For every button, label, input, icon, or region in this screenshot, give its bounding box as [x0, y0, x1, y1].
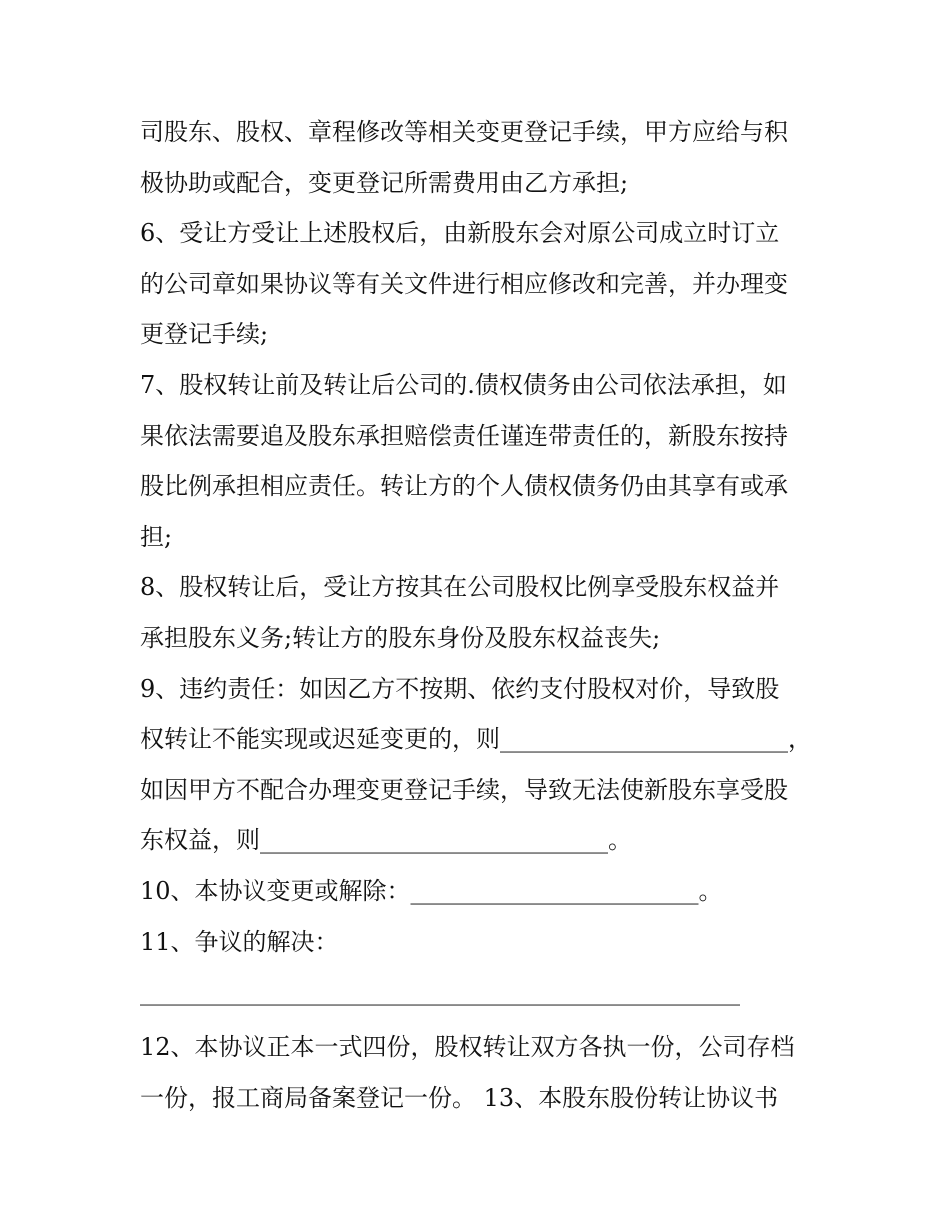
text-line: 承担股东义务;转让方的股东身份及股东权益丧失;: [140, 623, 661, 652]
text-line: 担;: [140, 522, 173, 551]
text-line: 如因甲方不配合办理变更登记手续，导致无法使新股东享受股: [140, 775, 788, 804]
clause-12-line: 12、本协议正本一式四份，股权转让双方各执一份，公司存档: [140, 1033, 795, 1062]
clause-9-line: 9、违约责任：如因乙方不按期、依约支付股权对价，导致股: [140, 674, 780, 703]
text-line: 股比例承担相应责任。转让方的个人债权债务仍由其享有或承: [140, 472, 788, 501]
clause-7-line: 7、股权转让前及转让后公司的.债权债务由公司依法承担，如: [140, 370, 787, 399]
clause-11-line: 11、争议的解决：: [140, 927, 339, 956]
agreement-body: [140, 107, 840, 1123]
text-line: 更登记手续;: [140, 320, 269, 349]
fill-in-blank-line: __________________________________________________: [140, 978, 740, 1007]
text-line: 司股东、股权、章程修改等相关变更登记手续，甲方应给与积: [140, 118, 788, 146]
clause-10-line: 10、本协议变更或解除：________________________。: [140, 876, 723, 905]
text-line: 极协助或配合，变更登记所需费用由乙方承担;: [140, 168, 629, 197]
fill-in-blank-line: 东权益，则_____________________________。: [140, 826, 632, 855]
text-line: 果依法需要追及股东承担赔偿责任谨连带责任的，新股东按持: [140, 421, 788, 450]
clause-8-line: 8、股权转让后，受让方按其在公司股权比例享受股东权益并: [140, 573, 780, 602]
clause-6-line: 6、受让方受让上述股权后，由新股东会对原公司成立时订立: [140, 219, 780, 248]
text-line: 一份，报工商局备案登记一份。 13、本股东股份转让协议书: [140, 1083, 779, 1112]
text-line: 的公司章如果协议等有关文件进行相应修改和完善，并办理变: [140, 269, 788, 298]
fill-in-blank-line: 权转让不能实现或迟延变更的，则________________________，: [140, 725, 812, 754]
